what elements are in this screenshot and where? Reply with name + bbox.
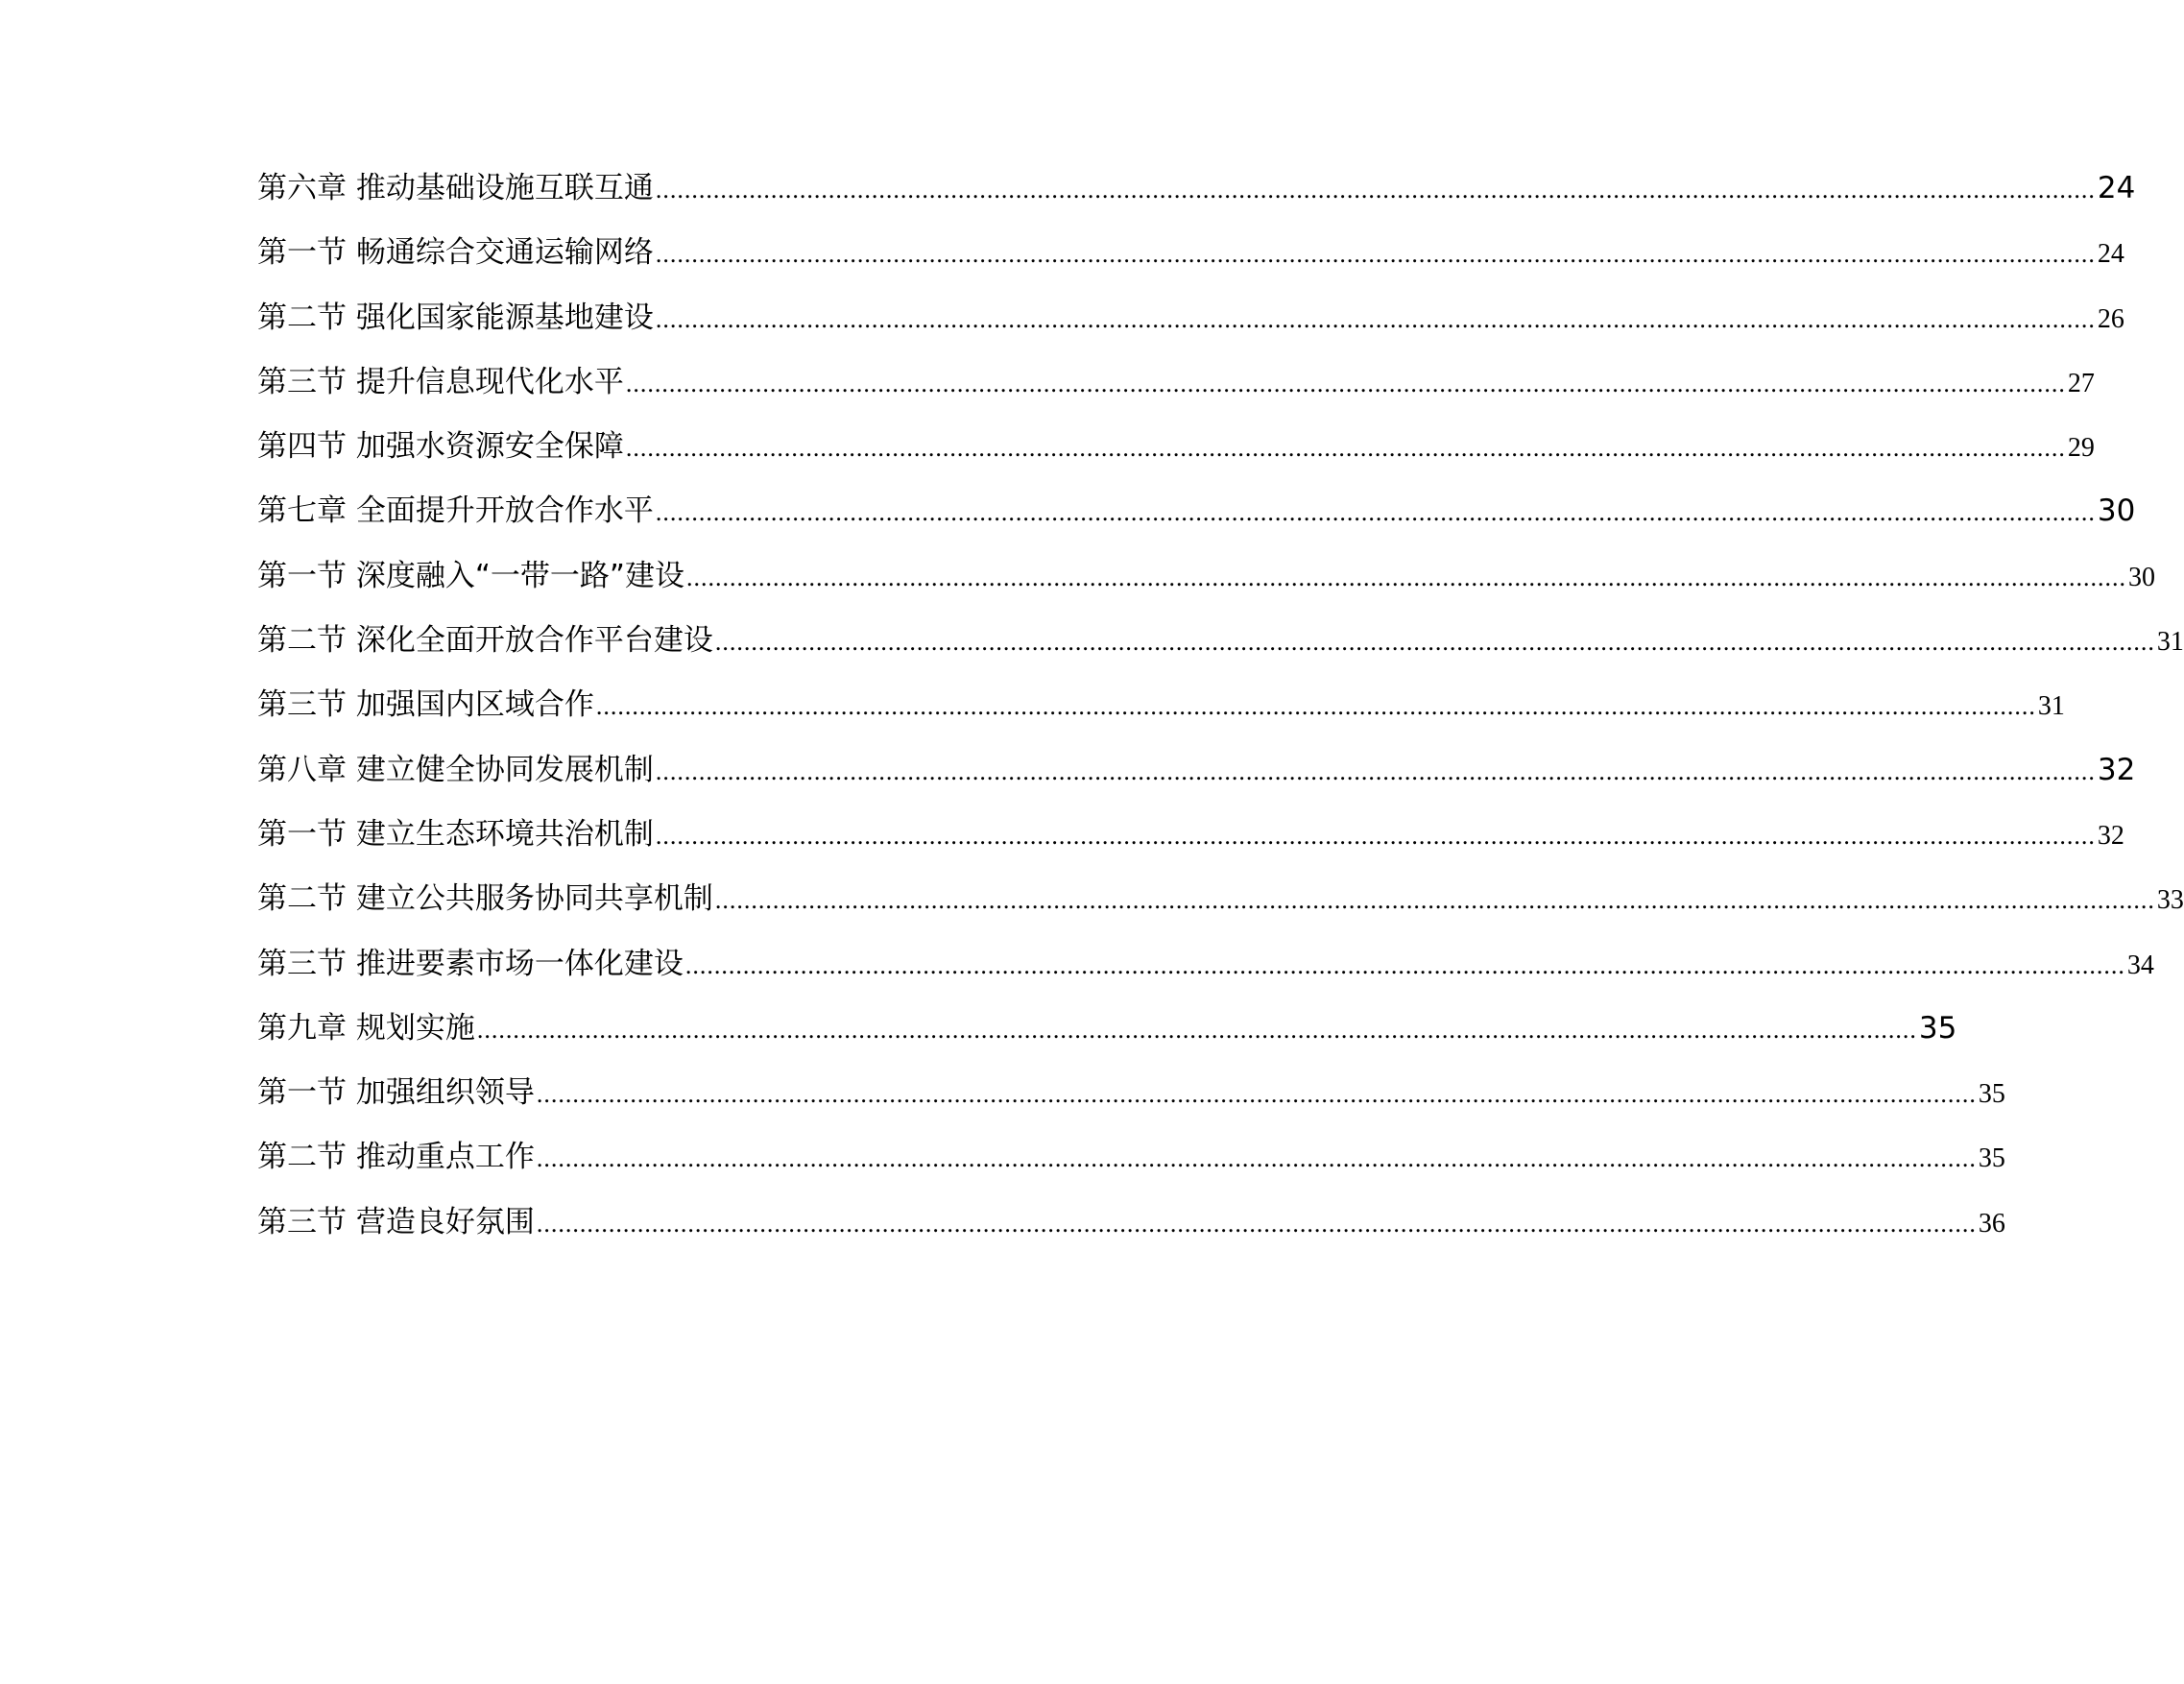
toc-entry-title: 第三节 加强国内区域合作 (257, 687, 594, 723)
toc-entry-title: 第三节 营造良好氛围 (257, 1204, 535, 1239)
toc-entry-page: 27 (2067, 368, 2095, 398)
toc-entry[interactable] (257, 551, 2155, 615)
toc-entry-page: 24 (2097, 239, 2124, 270)
dot-leader: ........................................................................................................................................................................................................ (655, 304, 2096, 333)
toc-entry-title: 第六章 推动基础设施互联互通 (257, 171, 654, 205)
toc-entry-title: 第四节 加强水资源安全保障 (257, 429, 624, 465)
toc-entry[interactable] (257, 1003, 1957, 1068)
dot-leader: ........................................................................................................................................................................................................ (714, 886, 2155, 915)
toc-entry-title: 第九章 规划实施 (257, 1010, 475, 1046)
toc-entry[interactable] (257, 874, 2184, 938)
toc-entry-page: 30 (2097, 493, 2136, 529)
toc-entry-page: 32 (2097, 820, 2124, 851)
toc-entry-title: 第三节 提升信息现代化水平 (257, 364, 624, 399)
toc-entry-title: 第二节 建立公共服务协同共享机制 (257, 881, 713, 917)
toc-entry[interactable] (257, 163, 2136, 228)
toc-entry-page: 33 (2156, 885, 2184, 916)
dot-leader: ........................................................................................................................................................................................................ (655, 240, 2096, 269)
dot-leader: ........................................................................................................................................................................................................ (655, 821, 2096, 850)
toc-entry-title: 第三节 推进要素市场一体化建设 (257, 946, 684, 981)
toc-entry[interactable] (257, 680, 2065, 744)
dot-leader: ........................................................................................................................................................................................................ (536, 1080, 1977, 1109)
dot-leader: ........................................................................................................................................................................................................ (625, 434, 2066, 463)
dot-leader: ........................................................................................................................................................................................................ (476, 1015, 1917, 1044)
toc-entry-title: 第一节 深度融入“一带一路”建设 (257, 558, 684, 593)
toc-entry[interactable] (257, 357, 2095, 421)
toc-entry[interactable] (257, 1197, 2005, 1262)
dot-leader: ........................................................................................................................................................................................................ (685, 563, 2126, 591)
toc-entry-page: 35 (1918, 1010, 1957, 1046)
toc-entry-page: 35 (1978, 1079, 2005, 1110)
dot-leader: ........................................................................................................................................................................................................ (655, 757, 2096, 785)
toc-entry[interactable] (257, 615, 2184, 680)
toc-entry-page: 30 (2127, 562, 2155, 592)
toc-entry[interactable] (257, 1132, 2005, 1196)
toc-entry[interactable] (257, 809, 2124, 874)
dot-leader: ........................................................................................................................................................................................................ (655, 498, 2096, 527)
toc-entry[interactable] (257, 745, 2136, 809)
toc-entry-title: 第二节 深化全面开放合作平台建设 (257, 623, 713, 659)
toc-entry[interactable] (257, 421, 2095, 486)
toc-entry-title: 第七章 全面提升开放合作水平 (257, 493, 654, 529)
dot-leader: ........................................................................................................................................................................................................ (595, 692, 2036, 721)
toc-entry-page: 29 (2067, 433, 2095, 464)
dot-leader: ........................................................................................................................................................................................................ (536, 1209, 1977, 1238)
toc-entry-page: 24 (2097, 171, 2136, 205)
toc-entry-title: 第一节 加强组织领导 (257, 1075, 535, 1111)
toc-entry-title: 第一节 畅通综合交通运输网络 (257, 235, 654, 271)
toc-entry[interactable] (257, 293, 2124, 357)
table-of-contents (257, 163, 2184, 1262)
toc-entry[interactable] (257, 486, 2136, 550)
toc-entry-page: 31 (2037, 691, 2065, 722)
toc-entry[interactable] (257, 1068, 2005, 1132)
toc-entry-page: 32 (2097, 752, 2136, 787)
toc-entry-title: 第一节 建立生态环境共治机制 (257, 816, 654, 852)
toc-entry-page: 31 (2156, 627, 2184, 658)
toc-entry[interactable] (257, 228, 2124, 292)
dot-leader: ........................................................................................................................................................................................................ (536, 1144, 1977, 1173)
toc-entry-page: 34 (2126, 950, 2154, 980)
toc-entry-page: 35 (1978, 1143, 2005, 1174)
dot-leader: ........................................................................................................................................................................................................ (684, 950, 2125, 979)
dot-leader: ........................................................................................................................................................................................................ (714, 628, 2155, 657)
toc-entry-page: 36 (1978, 1208, 2005, 1239)
dot-leader: ........................................................................................................................................................................................................ (625, 369, 2066, 397)
toc-entry-title: 第二节 强化国家能源基地建设 (257, 300, 654, 335)
toc-entry-title: 第二节 推动重点工作 (257, 1140, 535, 1175)
dot-leader: ........................................................................................................................................................................................................ (655, 176, 2096, 204)
toc-entry[interactable] (257, 939, 2154, 1003)
toc-entry-page: 26 (2097, 303, 2124, 334)
toc-entry-title: 第八章 建立健全协同发展机制 (257, 752, 654, 787)
